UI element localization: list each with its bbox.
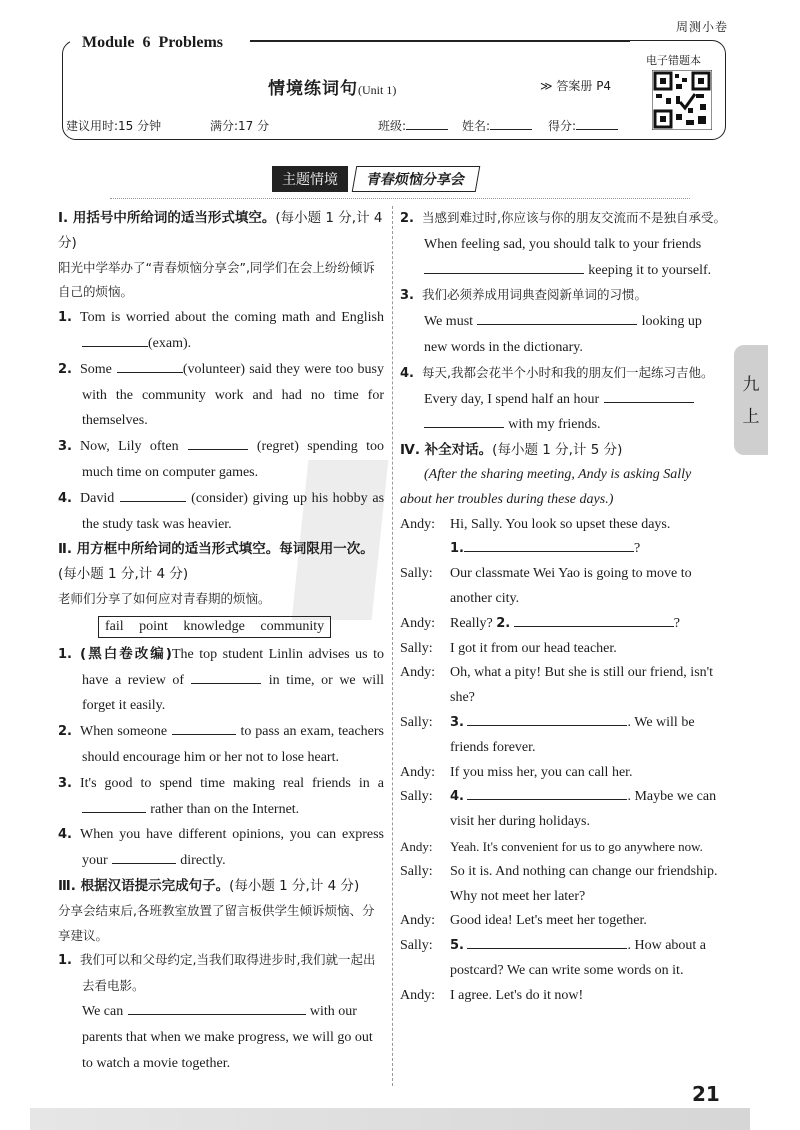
- class-field[interactable]: 班级:: [378, 117, 448, 134]
- s2-q4: 4. When you have different opinions, you can express your directly.: [58, 827, 384, 869]
- theme-label: 主题情境: [272, 166, 348, 192]
- qr-code-icon[interactable]: [652, 70, 712, 130]
- page-number: 21: [692, 1082, 720, 1106]
- answer-blank[interactable]: [128, 1002, 306, 1015]
- s3-q4: 4. 每天,我都会花半个小时和我的朋友们一起练习吉他。 Every day, I spend half an hour with my friends.: [400, 364, 714, 433]
- answer-blank[interactable]: [82, 800, 146, 813]
- left-column: [58, 206, 384, 1076]
- theme-banner: [272, 166, 478, 192]
- theme-name: 青春烦恼分享会: [352, 166, 481, 192]
- section-2-context: 老师们分享了如何应对青春期的烦恼。: [58, 590, 271, 606]
- dialog-line-7: Andy: If you miss her, you can call her.: [400, 764, 633, 780]
- grade-tab: 九 上: [734, 345, 768, 455]
- dialog-line-1: Andy: Hi, Sally. You look so upset these days.: [400, 516, 671, 532]
- dialog-blank-1: 1. ?: [450, 541, 641, 557]
- answer-blank[interactable]: [467, 713, 627, 726]
- section-2-heading: Ⅱ. 用方框中所给词的适当形式填空。每词限用一次。(每小题 1 分,计 4 分): [58, 541, 374, 583]
- dialog-line-5: Andy: Oh, what a pity! But she is still our friend, isn't she?: [400, 665, 714, 706]
- section-1-context: 阳光中学举办了“青春烦恼分享会”,同学们在会上纷纷倾诉自己的烦恼。: [58, 259, 375, 300]
- suggested-time: 建议用时:15 分钟: [66, 119, 162, 133]
- section-4-context: (After the sharing meeting, Andy is asking Sally about her troubles during these days.): [400, 466, 692, 507]
- dialog-line-12: Sally: 5. . How about a postcard? We can write some words on it.: [400, 938, 707, 978]
- answer-blank[interactable]: [112, 851, 176, 864]
- banner-divider: [110, 198, 690, 199]
- full-score: 满分:17 分: [210, 119, 270, 133]
- s2-q2: 2. When someone to pass an exam, teachers should encourage him or her not to lose heart.: [58, 724, 385, 765]
- page-title: 情境练词句(Unit 1): [268, 79, 397, 99]
- dialog-line-8: Sally: 4. . Maybe we can visit her during holidays.: [400, 789, 717, 830]
- answer-blank[interactable]: [424, 415, 504, 428]
- answer-blank[interactable]: [117, 360, 183, 373]
- dialog-line-11: Andy: Good idea! Let's meet her together.: [400, 913, 647, 929]
- dialog-line-3: Andy: Really? 2. ?: [400, 615, 680, 631]
- name-field[interactable]: 姓名:: [462, 117, 532, 134]
- s1-q1: 1. Tom is worried about the coming math and English (exam).: [58, 310, 384, 351]
- word-box: fail point knowledge community: [98, 616, 331, 638]
- section-4-heading: Ⅳ. 补全对话。(每小题 1 分,计 5 分): [400, 442, 623, 459]
- s3-q1: 1. 我们可以和父母约定,当我们取得进步时,我们就一起出去看电影。 We can with our parents that when we make progress, we will go out to watch a movie together.: [58, 952, 376, 1071]
- s1-q2: 2. Some (volunteer) said they were too busy with the community work and had no time for themselves.: [58, 361, 384, 429]
- s3-q2: 2. 当感到难过时,你应该与你的朋友交流而不是独自承受。 When feeling sad, you should talk to your friends keeping it to yourself.: [400, 210, 726, 278]
- answer-blank[interactable]: [120, 489, 186, 502]
- answer-blank[interactable]: [82, 334, 148, 347]
- module-title: Module 6 Problems: [82, 34, 224, 51]
- s2-q3: 3. It's good to spend time making real friends in a rather than on the Internet.: [58, 775, 384, 817]
- answer-blank[interactable]: [514, 614, 674, 627]
- answer-blank[interactable]: [467, 787, 627, 800]
- answer-blank[interactable]: [424, 261, 584, 274]
- answer-blank[interactable]: [477, 312, 637, 325]
- answer-blank[interactable]: [188, 437, 248, 450]
- dialog-line-2: Sally: Our classmate Wei Yao is going to move to another city.: [400, 566, 692, 606]
- section-3-context: 分享会结束后,各班教室放置了留言板供学生倾诉烦恼、分享建议。: [58, 902, 375, 943]
- s3-q3: 3. 我们必须养成用词典查阅新单词的习惯。 We must looking up new words in the dictionary.: [400, 287, 702, 355]
- header-rule: [250, 41, 630, 42]
- dialog-line-6: Sally: 3. . We will be friends forever.: [400, 714, 695, 755]
- column-divider: [392, 206, 393, 1086]
- s2-q1: 1. (黑白卷改编)The top student Linlin advises us to have a review of in time, or we will forget it easily.: [58, 645, 384, 714]
- dialog-line-13: Andy: I agree. Let's do it now!: [400, 987, 584, 1003]
- section-1-heading: Ⅰ. 用括号中所给词的适当形式填空。(每小题 1 分,计 4 分): [58, 210, 383, 251]
- qr-label: 电子错题本: [646, 54, 701, 67]
- dialog-line-4: Sally: I got it from our head teacher.: [400, 640, 617, 656]
- s1-q3: 3. Now, Lily often (regret) spending too much time on computer games.: [58, 439, 384, 480]
- answer-blank[interactable]: [464, 539, 634, 552]
- right-column: [400, 206, 726, 1009]
- page-bottom-edge: [30, 1108, 750, 1130]
- score-field[interactable]: 得分:: [548, 117, 618, 134]
- section-3-heading: Ⅲ. 根据汉语提示完成句子。(每小题 1 分,计 4 分): [58, 877, 360, 894]
- s1-q4: 4. David (consider) giving up his hobby as the study task was heavier.: [58, 490, 385, 532]
- answer-blank[interactable]: [467, 936, 627, 949]
- answer-blank[interactable]: [604, 390, 694, 403]
- answer-reference: ≫ 答案册 P4: [540, 79, 612, 93]
- weekly-quiz-label: 周测小卷: [675, 20, 728, 34]
- dialog-line-10: Sally: So it is. And nothing can change our friendship. Why not meet her later?: [400, 863, 718, 904]
- answer-blank[interactable]: [191, 671, 261, 684]
- answer-blank[interactable]: [172, 722, 236, 735]
- dialog-line-9: Andy: Yeah. It's convenient for us to go anywhere now.: [400, 838, 703, 854]
